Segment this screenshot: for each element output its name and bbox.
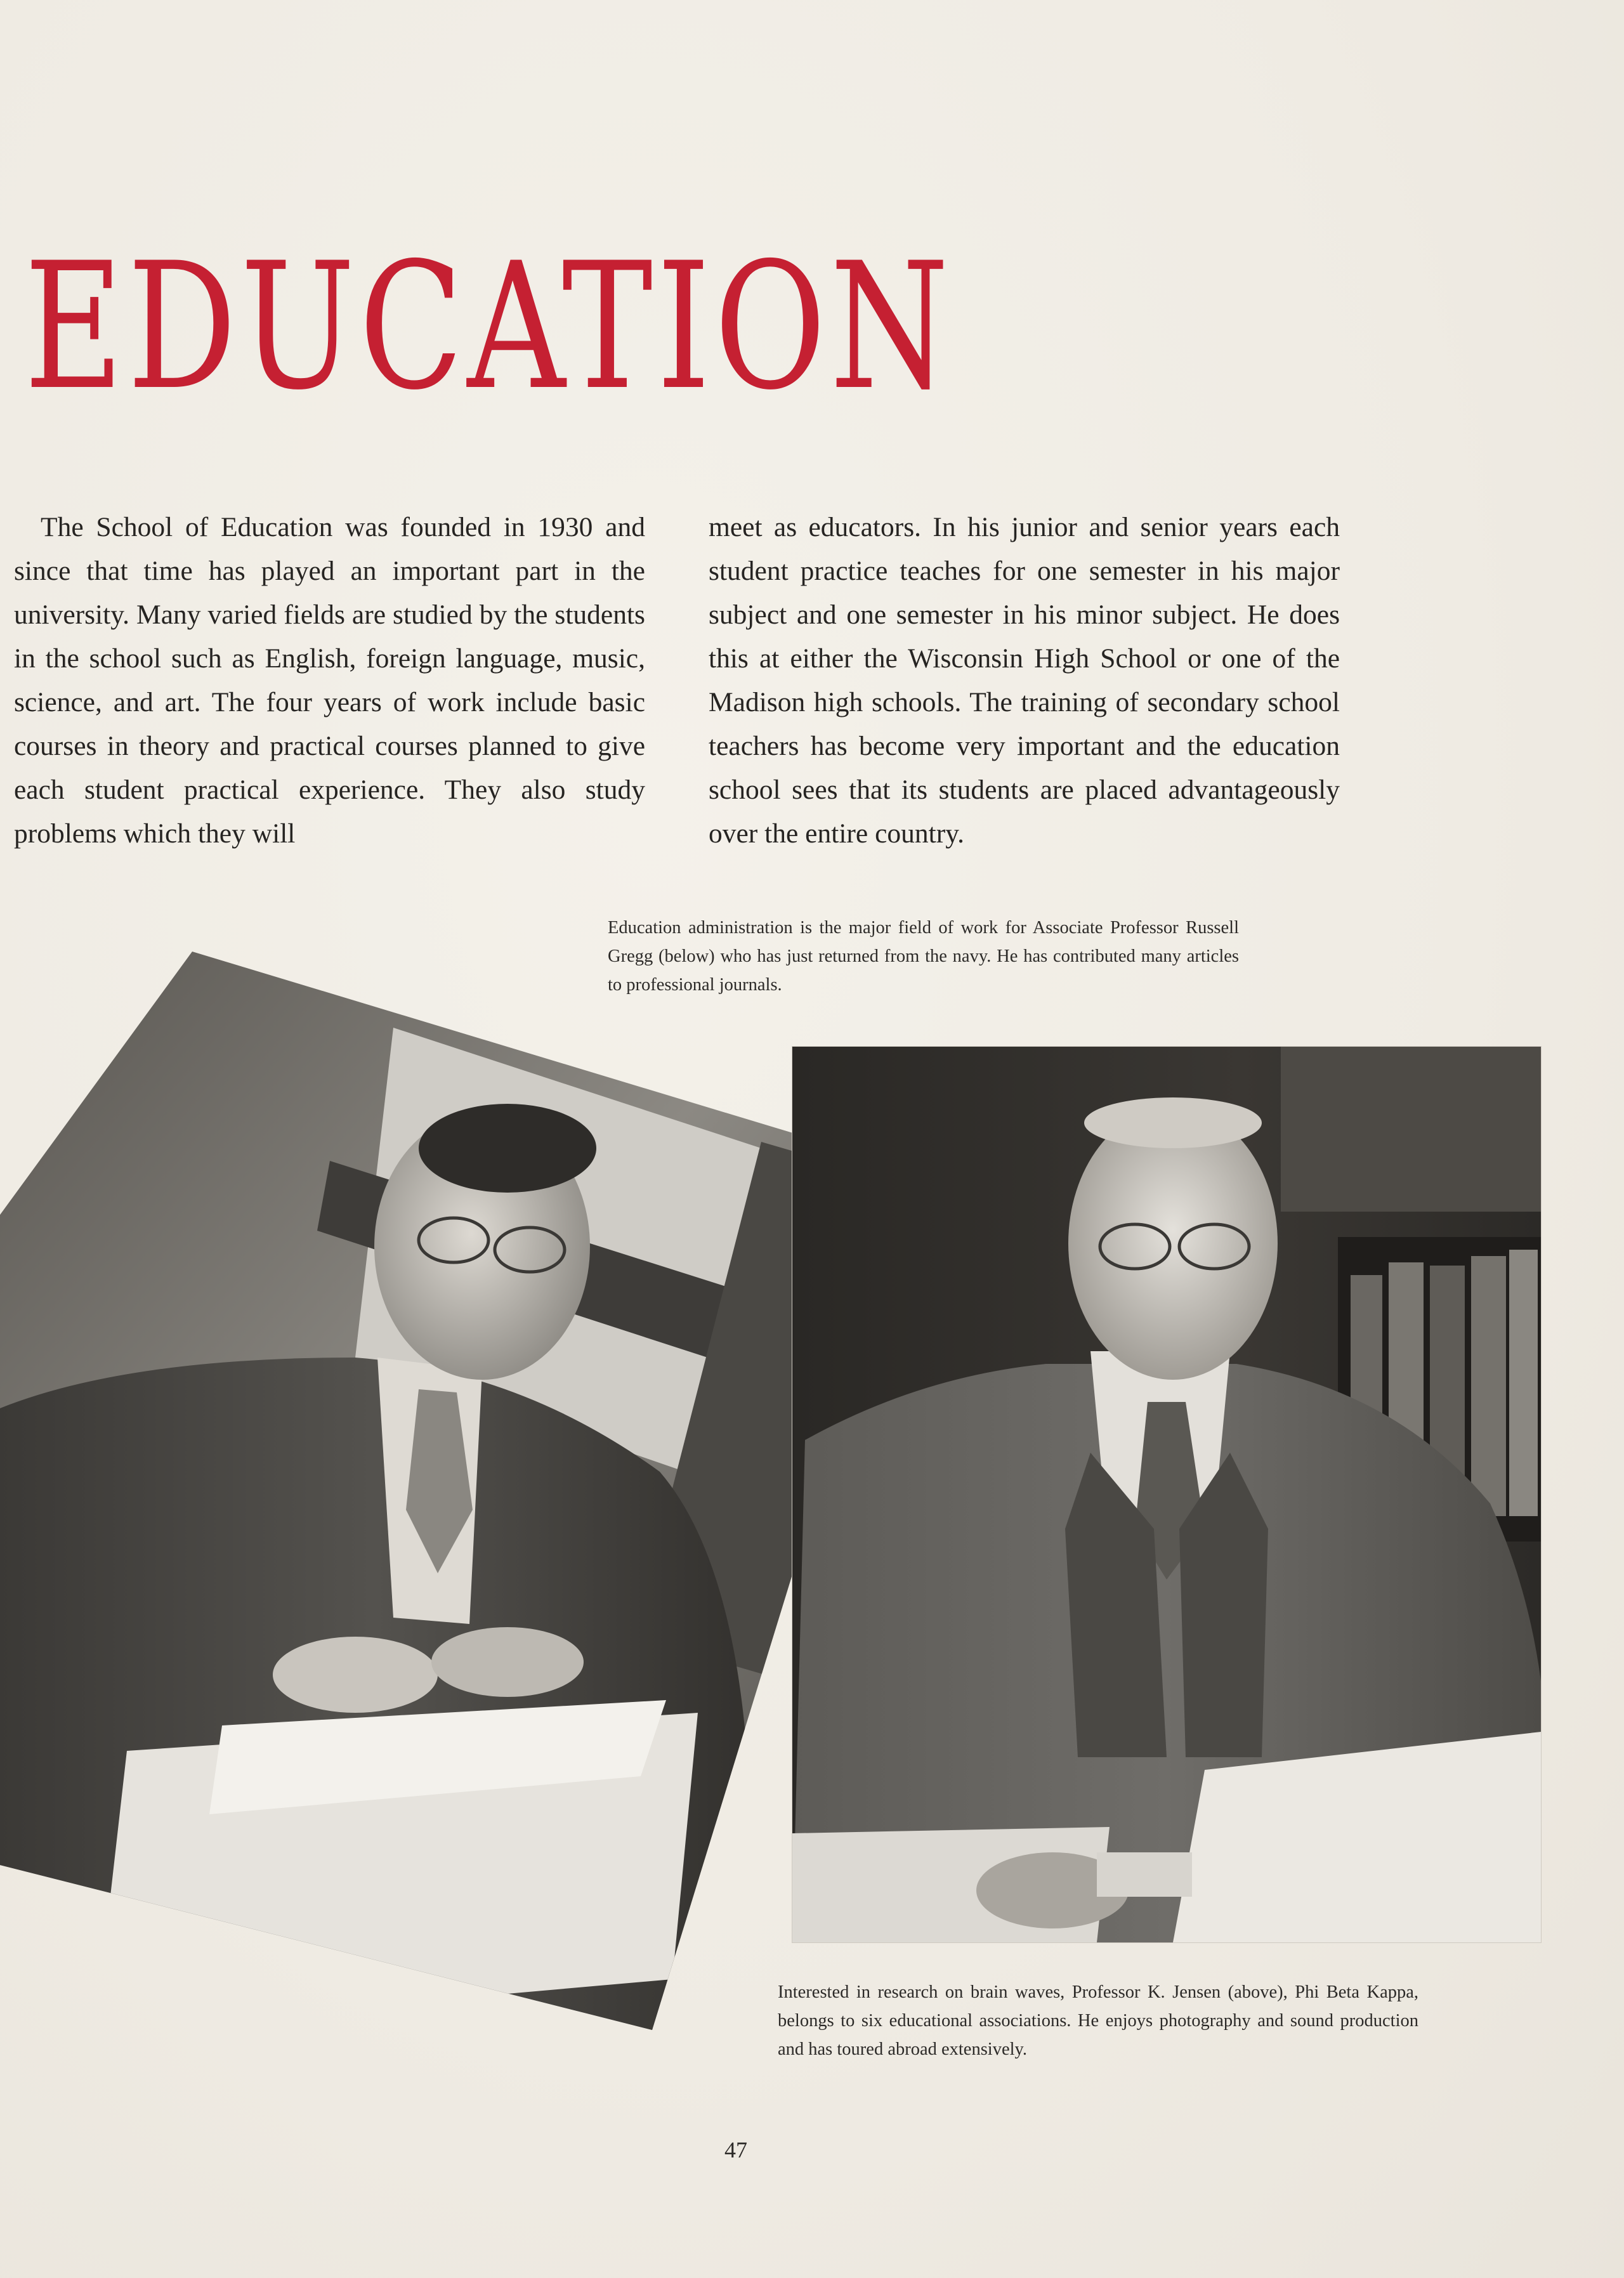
body-text-right-column: meet as educators. In his junior and senior years each student practice teaches for one semester in his major subject and one semester in his minor subject. He does this at either the Wisconsin High School or one of the Madison high schools. The training of secondary school teachers has become very important and the education school sees that its students are placed advantageously over the entire country. — [709, 512, 1340, 849]
photo-russell-gregg — [0, 952, 914, 2030]
page-title: EDUCATION — [24, 225, 953, 428]
page-number: 47 — [724, 2137, 747, 2163]
photo-k-jensen — [792, 1047, 1541, 1942]
caption-k-jensen: Interested in research on brain waves, Professor K. Jensen (above), Phi Beta Kappa, belongs to six educational associations. He enjoys photography and sound production and has toured abroad extensively. — [778, 1982, 1418, 2059]
body-text-left-column: The School of Education was founded in 1930 and since that time has played an important part in the university. Many varied fields are studied by the students in the school such as English, foreign language, music, science, and art. The four years of work include basic courses in theory and practical courses planned to give each student practical experience. They also study problems which they will — [14, 512, 645, 849]
caption-russell-gregg: Education administration is the major field of work for Associate Professor Russell Gregg (below) who has just returned from the navy. He has contributed many articles to professional journals. — [608, 918, 1239, 995]
